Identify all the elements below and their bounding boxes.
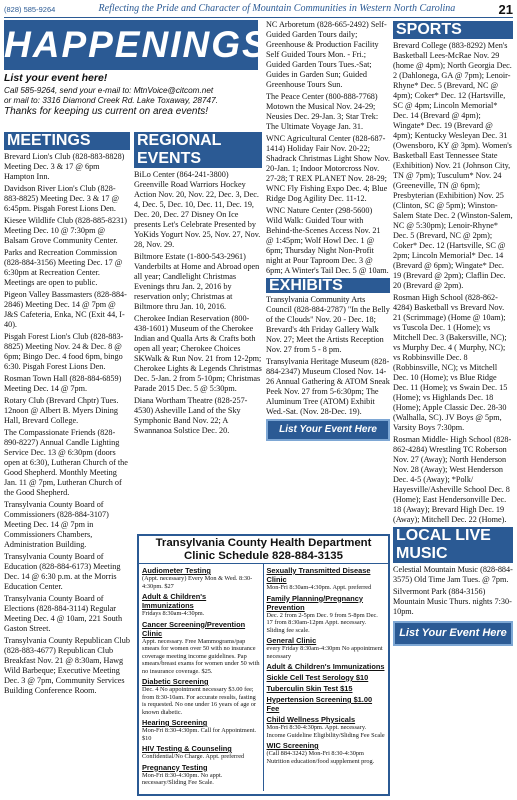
clinic-item-heading: Diabetic Screening <box>142 677 209 686</box>
clinic-item <box>267 715 386 739</box>
meeting-entry: Brevard Lion's Club (828-883-8828) Meeting Dec. 3 & 17 @ 6pm Hampton Inn. <box>4 152 125 181</box>
clinic-item-text: Mon-Fri 8:30-4:30pm. No appt. necessary/Sliding Fee Scale. <box>142 771 223 786</box>
meeting-entry: Pigeon Valley Bassmasters (828-884-2846) Meeting Dec. 14 @ 7pm @ J&S Cafeteria, Enka, NC (Exit 44, I-40). <box>4 290 127 329</box>
clinic-left-column <box>139 564 264 791</box>
clinic-item <box>142 592 260 618</box>
meeting-entry: Rosman Town Hall (828-884-6859) Meeting Dec. 14 @ 7pm. <box>4 374 122 393</box>
exhibits-heading: EXHIBITS <box>266 278 390 293</box>
clinic-item <box>267 636 386 660</box>
banner-subtitle: List your event here! <box>4 72 108 84</box>
music-list <box>393 565 513 617</box>
clinic-item <box>267 566 386 592</box>
intro-line-2: or mail to: 3316 Diamond Creek Rd. Lake Toxaway, 28747. <box>4 96 218 105</box>
clinic-item-text: Mon-Fri 8:30am-4:30pm. Appt. preferred <box>266 584 372 591</box>
clinic-right-column <box>264 564 389 791</box>
clinic-item <box>267 695 386 713</box>
intro-line-1: Call 585-9264, send your e-mail to: MtnVoice@citcom.net <box>4 86 214 95</box>
banner-intro <box>4 86 266 118</box>
meeting-entry: Pisgah Forest Lion's Club (828-883-8825) Meeting Nov. 24 & Dec. 8 @ 6pm; Bingo Dec. 4 food 6pm, bingo 6:30. Pisgah Forest Lions Den. <box>4 332 124 371</box>
music-heading: LOCAL LIVE MUSIC <box>393 527 513 563</box>
meeting-entry: Rotary Club (Brevard Chptr) Tues. 12noon @ Albert B. Myers Dining Hall, Brevard College. <box>4 396 119 425</box>
clinic-item-heading: Tuberculin Skin Test $15 <box>266 684 353 693</box>
meetings-column <box>4 131 130 698</box>
clinic-item-heading: Pregnancy Testing <box>142 762 208 772</box>
clinic-item-heading: Hearing Screening <box>142 718 208 727</box>
clinic-item <box>267 673 386 682</box>
clinic-item-text: (Appt. necessary) Every Mon & Wed. 8:30-4:30pm. $27 <box>142 575 253 590</box>
page-number: 21 <box>498 1 513 17</box>
meetings-list <box>4 152 130 696</box>
meeting-entry: Davidson River Lion's Club (828-883-8825) Meeting Dec. 3 & 17 @ 6:45pm. Pisgah Forest Lions Den. <box>4 184 120 213</box>
clinic-item <box>142 620 260 676</box>
clinic-item <box>142 718 260 742</box>
sports-list <box>393 41 513 525</box>
regional-list <box>134 170 262 436</box>
meeting-entry: Transylvania County Board of Education (828-884-6173) Meeting Dec. 14 @ 6:30 p.m. at the Morris Education Center. <box>4 552 121 591</box>
header-phone: (828) 585-9264 <box>4 4 56 14</box>
clinic-title <box>139 536 388 564</box>
meetings-heading: MEETINGS <box>4 132 130 150</box>
regional-list-continued <box>266 20 390 276</box>
exhibit-entry: Transylvania Community Arts Council (828-884-2787) "In the Belly of the Clouds" Nov. 20 - Dec. 18; Brevard's 4th Friday Gallery Walk Nov. 27; Meet the Artists Reception Nov. 27 from 5 - 8 pm. <box>266 295 390 354</box>
clinic-item <box>142 566 260 590</box>
clinic-title-1: Transylvania County Health Department <box>155 537 372 549</box>
page-header <box>4 2 513 18</box>
sports-heading: SPORTS <box>393 21 513 39</box>
regional-event-entry: Diana Wortham Theatre (828-257-4530) Asheville Land of the Sky Symphonic Band Nov. 22; A Swannanoa Solstice Dec. 20. <box>134 396 248 435</box>
clinic-item <box>267 662 386 671</box>
meeting-entry: Transylvania County Republican Club (828-883-4677) Republican Club Breakfast Nov. 21 @ 8:30am, Hawg Wild Barbeque; Executive Meeting Dec. 3 @ 7pm, Community Services Building Conference Room. <box>4 636 130 695</box>
meeting-entry: Kiesee Wildlife Club (828-885-8231) Meeting Dec. 10 @ 7:30pm @ Balsam Grove Community Center. <box>4 216 127 245</box>
list-event-button-2[interactable]: List Your Event Here <box>393 621 513 646</box>
clinic-item-text: Dec. 4 No appointment necessary $3.00 fee; from 8:30-10am. For accurate results, fasting is requested. No one under 16 years of age or known diabetic. <box>142 686 257 716</box>
clinic-item-heading: Hypertension Screening $1.00 Fee <box>266 695 373 713</box>
regional-event-entry: NC Arboretum (828-665-2492) Self-Guided Garden Tours daily; Greenhouse & Production Facility Self Guided Tours Mon. - Fri.; Guided Garden Tours Tues.-Sat; Guides in Garden Sun; Guided Greenhouse Tours Sun. <box>266 20 387 89</box>
sports-entry: Rosman High School (828-862-4284) Basketball vs Brevard Nov. 21 (Scrimmage) (Home @ 10am); vs Tuscola Dec. 1 (Home); vs Mitchell Dec. 3 (Bakersville, NC); vs Murphy Dec. 4 ( Murphy, NC); vs Robbinsville Dec. 8 (Robbinsville, NC); vs Mitchell Dec. 10 (Home); vs Blue Ridge Dec. 11 (Home); vs Swain Dec. 15 (Home); vs Highlands Dec. 18 (Home); Apple Classic Dec. 28-30 (Walhalla, SC). JV Boys @ 5pm, Varsity Boys 7:30pm. <box>393 293 508 432</box>
right-column <box>393 20 513 646</box>
meeting-entry: The Compassionate Friends (828-890-8227) Annual Candle Lighting Service Dec. 13 @ 6:30pm (doors open at 6:30), Lutheran Church of the Good Shepherd. Monthly Meeting Jan. 11 @ 7pm, Lutheran Church of the Good Shepherd. <box>4 428 128 497</box>
clinic-item-heading: General Clinic <box>266 636 317 645</box>
clinic-item-heading: Audiometer Testing <box>142 566 211 575</box>
regional-heading: REGIONAL EVENTS <box>134 132 262 168</box>
clinic-item <box>142 763 260 787</box>
clinic-item-heading: Adult & Children's Immunizations <box>142 592 207 610</box>
regional-event-entry: WNC Agricultural Center (828-687-1414) Holiday Fair Nov. 20-22; Shadrack Christmas Light Show Nov. 20-Jan. 1; Indoor Motorcross Nov. 27-28; T REX PLANET Nov. 28-29; WNC Fly Fishing Expo Dec. 4; Blue Ridge Dog Agility Dec. 11-12. <box>266 134 390 203</box>
exhibits-list <box>266 295 390 417</box>
clinic-item <box>142 677 260 716</box>
clinic-item-text: (Call 884-3242) Mon-Fri 8:30-4:30pm Nutrition education/food supplement prog. <box>266 750 375 765</box>
list-event-button[interactable]: List Your Event Here <box>266 419 390 441</box>
meeting-entry: Transylvania County Board of Elections (828-884-3114) Regular Meeting Dec. 4 @ 10am, 221 South Gaston Street. <box>4 594 123 633</box>
clinic-item-heading: Cancer Screening/Prevention Clinic <box>142 619 246 638</box>
music-entry: Celestial Mountain Music (828-884-3575) Old Time Jam Tues. @ 7pm. <box>393 565 513 584</box>
clinic-schedule <box>137 534 390 796</box>
clinic-item-text: Dec. 2 from 2-5pm Dec. 9 from 5-8pm Dec. 17 from 8:30am-12pm Appt. necessary. Sliding fee scale. <box>266 611 378 634</box>
regional-event-entry: Biltmore Estate (1-800-543-2961) Vanderbilts at Home and Abroad open all year; Candlelight Christmas Evenings thru Jan. 2, 2016 by reservation only; Christmas at Biltmore thru Jan. 10, 2016. <box>134 252 260 311</box>
regional-event-entry: Cherokee Indian Reservation (800-438-1601) Museum of the Cherokee Indian and Qualla Arts & Crafts both open all year; Cherokee Choices SKWalk & Run Nov. 21 from 12-2pm; Cherokee Lights & Legends Christmas Dec. 5-Jan. 2 from 5-10pm; Christmas Parade 2015 Dec. 5 @ 5:30pm. <box>134 314 262 393</box>
intro-thanks: Thanks for keeping us current on area events! <box>4 106 209 117</box>
clinic-item-text: Mon-Fri 8:30-4:30pm. Appt. necessary. Income Guideline Eligibility/Sliding Fee Scale <box>266 724 385 739</box>
clinic-item-heading: Adult & Children's Immunizations <box>266 662 385 671</box>
clinic-item-heading: Child Wellness Physicals <box>266 715 356 724</box>
clinic-item-text: Appt. necessary. Free Mammograms/pap smears for women over 50 with no insurance coverage meeting income guidelines. Pap smears/breast exams for women under 50 with no insurance coverage. $25. <box>142 637 260 675</box>
meeting-entry: Parks and Recreation Commission (828-884-3156) Meeting Dec. 17 @ 6:30pm at Recreation Center. Meetings are open to public. <box>4 248 123 287</box>
regional-event-entry: WNC Nature Center (298-5600) Wild Walk: Guided Tour with Behind-the-Scenes Access Nov. 21 @ 1:45pm; Wolf Howl Dec. 1 @ 6pm; Thursday Night Non-Profit night at Pour Taproom Dec. 3 @ 6pm; A Winter's Tail Dec. 5 @ 10am. <box>266 206 389 275</box>
clinic-item-heading: Family Planning/Pregnancy Prevention <box>266 593 364 612</box>
happenings-banner: HAPPENINGS <box>4 20 258 70</box>
sports-entry: Brevard College (883-8292) Men's Basketball Lees-McRae Nov. 29 (home @ 4pm); North Georgia Dec. 2 (Dahlonega, GA @ 7pm); Lenoir-Rhyne* Dec. 5 (Brevard, NC @ 4pm); Coker* Dec. 12 (Hartsville, SC @ 4pm; Lincoln Memorial* Dec. 14 (Brevard @ 4pm); Wingate* Dec. 19 (Brevard @ 4pm); Kentucky Wesleyan Dec. 31 (Owensboro, KY @ 3pm). Women's Basketball East Tennessee State (Exhibition) Nov. 21 (Johnson City, TN @ 7pm); Tusculum* Nov. 24 (Greeneville, TN @ 6pm); Presbyterian (Exhibition) Nov. 25 (Clinton, SC @ 5pm); Winston-Salem State Dec. 2 (Winston-Salem, NC @ 5:30pm); Lenoir-Rhyne* Dec. 5 (Brevard, NC @ 2pm); Coker* Dec. 12 (Hartsville, SC @ 2pm; Lincoln Memorial* Dec. 14 (Brevard @ 6pm); Wingate* Dec. 19 (Brevard @ 2pm); Claflin Dec. 20 (Brevard @ 2pm). <box>393 41 513 290</box>
clinic-item-heading: HIV Testing & Counseling <box>142 744 232 753</box>
clinic-item-heading: Sexually Transmitted Disease Clinic <box>266 566 371 584</box>
sports-entry: Rosman Middle- High School (828-862-4284) Wrestling TC Roberson Nov. 27 (Away); North Henderson Nov. 28 (Away); West Henderson Dec. 4-5 (Away); *Polk/ Hayesville/Asheville School Dec. 8 (Home); East Hendersonville Dec. 18 (Away); Brevard High Dec. 19 (Away); Mitchell Dec. 22 (Home). <box>393 435 512 524</box>
clinic-item <box>267 684 386 693</box>
clinic-title-2: Clinic Schedule 828-884-3135 <box>184 549 343 562</box>
clinic-item-heading: Sickle Cell Test Serology $10 <box>266 673 369 682</box>
center-column <box>266 20 390 441</box>
music-entry: Silvermont Park (884-3156) Mountain Music Thurs. nights 7:30-10pm. <box>393 587 512 616</box>
clinic-item-text: Mon-Fri 8:30-4:30pm. Call for Appointment. $10 <box>142 727 257 742</box>
clinic-item-heading: WIC Screening <box>266 741 319 750</box>
clinic-item <box>267 594 386 635</box>
regional-event-entry: The Peace Center (800-888-7768) Motown the Musical Nov. 24-29; Neusies Dec. 29-Jan. 3; Star Trek: The Ultimate Voyage Jan. 31. <box>266 92 379 131</box>
exhibit-entry: Transylvania Heritage Museum (828-884-2347) Museum Closed Nov. 14-26 Annual Gathering & ATOM Sneak Peek Nov. 27 from 5-6:30pm; The Aluminum Tree (ATOM) Exhibit Wed.-Sat. (Nov. 28-Dec. 19). <box>266 357 390 416</box>
clinic-item-text: Fridays 8:30am-4:30pm. <box>142 610 205 617</box>
clinic-item <box>142 744 260 761</box>
meeting-entry: Transylvania County Board of Commissioners (828-884-3107) Meeting Dec. 14 @ 7pm in Commissioners Chambers, Administration Building. <box>4 500 109 549</box>
clinic-item-text: Confidential/No Charge. Appt. preferred <box>142 753 245 760</box>
header-tagline: Reflecting the Pride and Character of Mountain Communities in Western North Carolina <box>98 3 456 15</box>
regional-event-entry: BiLo Center (864-241-3800) Greenville Road Warriors Hockey Action Nov. 20, Nov. 22, Dec. 3, Dec. 4, Dec. 5, Dec. 10, Dec. 11, Dec. 19, Dec. 20, Dec. 27 Disney On Ice presents Let's Celebrate Presented by YoKids Yogurt Nov. 25, Nov. 27, Nov. 28, Nov. 29. <box>134 170 261 249</box>
regional-column <box>134 131 262 438</box>
clinic-item-text: every Friday 8:30am-4:30pm No appointment necessary <box>266 645 383 660</box>
clinic-item <box>267 741 386 765</box>
